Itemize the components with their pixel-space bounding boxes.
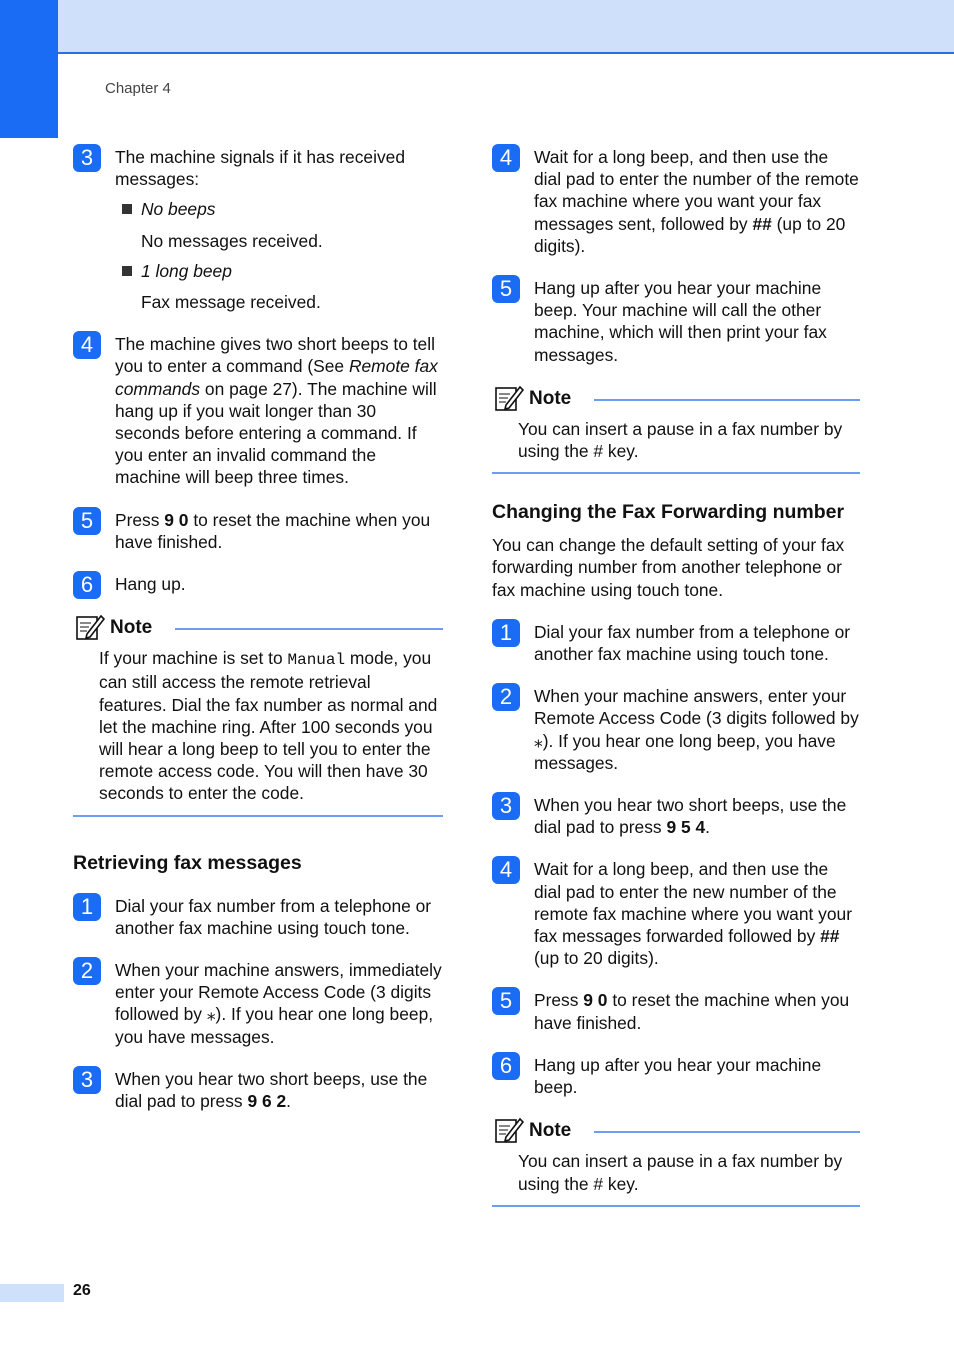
bullet-item	[73, 260, 443, 282]
chapter-label: Chapter 4	[105, 80, 171, 97]
step-text: Wait for a long beep, and then use the dial pad to enter the new number of the remote fax machine where you want your fax messages forwarded followed by	[534, 859, 853, 947]
step-number-badge: 3	[73, 1066, 101, 1094]
step-text: (up to 20 digits).	[534, 213, 846, 256]
step-3	[73, 146, 443, 313]
step-number-badge: 4	[492, 856, 520, 884]
step-text: When you hear two short beeps, use the dial pad to press	[534, 795, 847, 838]
step-text: When your machine answers, immediately enter your Remote Access Code (3 digits followed by ⁎). If you hear one long beep, you have messages.	[115, 960, 442, 1047]
note-pencil-icon	[494, 384, 524, 412]
step-number-badge: 6	[73, 571, 101, 599]
section-heading: Changing the Fax Forwarding number	[492, 501, 845, 524]
step-number-badge: 1	[73, 893, 101, 921]
key-sequence: 9 6 2	[247, 1091, 287, 1112]
key-sequence: 9 0	[583, 990, 608, 1011]
step-text: When you hear two short beeps, use the dial pad to press	[115, 1068, 428, 1112]
bullet-label: No beeps	[141, 199, 216, 220]
step-text: (up to 20 digits).	[534, 948, 659, 969]
note-title: Note	[110, 617, 153, 639]
note-box	[492, 386, 860, 474]
step-text: Press	[115, 509, 165, 530]
step-text: Hang up.	[115, 574, 186, 595]
step-text: Wait for a long beep, and then use the dial pad to enter the number of the remote fax machine where you want your fax messages sent, followed by	[534, 147, 859, 234]
note-divider	[594, 399, 860, 401]
retrieve-step-1	[73, 895, 443, 939]
step-text: When your machine answers, enter your Remote Access Code (3 digits followed by ⁎). If you hear one long beep, you have messages.	[534, 686, 859, 773]
forward-step-3	[492, 794, 860, 838]
step-number-badge: 5	[492, 987, 520, 1015]
footer-tab	[0, 1284, 64, 1302]
step-6	[73, 572, 443, 598]
bullet-description: Fax message received.	[141, 292, 321, 313]
note-pencil-icon	[494, 1116, 524, 1144]
step-4	[492, 146, 860, 257]
step-text: to reset the machine when you have finished.	[115, 509, 431, 552]
chapter-tab	[0, 0, 58, 138]
step-number-badge: 1	[492, 619, 520, 647]
note-divider	[175, 628, 443, 630]
step-text: .	[705, 817, 710, 838]
step-number-badge: 2	[492, 683, 520, 711]
key-sequence: ##	[752, 213, 772, 234]
key-sequence: 9 0	[164, 509, 189, 530]
step-text: Dial your fax number from a telephone or another fax machine using touch tone.	[115, 895, 432, 938]
forward-step-1	[492, 621, 860, 665]
note-text: If your machine is set to Manual mode, you can still access the remote retrieval features. Dial the fax number as normal and let the machine ring. After 100 seconds you will hear a long beep to tell you to enter the remote access code. You will then have 30 seconds to enter the code.	[99, 648, 438, 804]
step-text: Hang up after you hear your machine beep. Your machine will call the other machine, which will then print your fax messages.	[534, 278, 827, 365]
bullet-square-icon	[122, 266, 132, 276]
right-column	[492, 146, 860, 1241]
note-text: You can insert a pause in a fax number by using the # key.	[518, 418, 843, 462]
step-text: .	[286, 1091, 291, 1112]
step-4	[73, 333, 443, 488]
step-number-badge: 6	[492, 1052, 520, 1080]
step-number-badge: 5	[492, 275, 520, 303]
step-number-badge: 2	[73, 957, 101, 985]
step-text: Hang up after you hear your machine beep.	[534, 1054, 822, 1098]
note-title: Note	[529, 1120, 572, 1142]
step-number-badge: 5	[73, 507, 101, 535]
bullet-item	[73, 198, 443, 220]
left-column	[73, 146, 443, 1132]
key-sequence: ##	[820, 926, 840, 947]
note-box	[73, 615, 443, 816]
step-number-badge: 3	[73, 144, 101, 172]
forward-step-5	[492, 989, 860, 1033]
step-text: to reset the machine when you have finished.	[534, 990, 850, 1033]
step-text: on page 27). The machine will hang up if you wait longer than 30 seconds before entering a command. If you enter an invalid command the machine will beep three times.	[115, 378, 437, 488]
note-pencil-icon	[75, 613, 105, 641]
mode-name: Manual	[287, 651, 346, 670]
step-number-badge: 3	[492, 792, 520, 820]
step-text: Dial your fax number from a telephone or another fax machine using touch tone.	[534, 621, 851, 665]
forward-step-6	[492, 1054, 860, 1098]
header-bar	[0, 0, 954, 54]
page-number: 26	[73, 1282, 91, 1299]
forward-step-4	[492, 858, 860, 969]
section-heading: Retrieving fax messages	[73, 851, 302, 874]
note-title: Note	[529, 387, 572, 409]
note-text: You can insert a pause in a fax number by using the # key.	[518, 1151, 843, 1194]
step-text: Press	[534, 990, 584, 1011]
cross-reference-link[interactable]: Remote fax commands	[115, 356, 438, 399]
step-number-badge: 4	[492, 144, 520, 172]
section-intro: You can change the default setting of your fax forwarding number from another telephone or fax machine using touch tone.	[492, 535, 845, 600]
step-text: The machine gives two short beeps to tell you to enter a command (See	[115, 334, 435, 377]
forward-step-2	[492, 685, 860, 774]
retrieve-step-3	[73, 1068, 443, 1112]
step-text: The machine signals if it has received messages:	[115, 147, 405, 190]
bullet-label: 1 long beep	[141, 260, 232, 281]
retrieve-step-2	[73, 959, 443, 1048]
step-5	[492, 277, 860, 366]
note-divider	[594, 1131, 860, 1133]
bullet-square-icon	[122, 204, 132, 214]
step-5	[73, 509, 443, 553]
key-sequence: 9 5 4	[666, 817, 706, 838]
step-number-badge: 4	[73, 331, 101, 359]
bullet-description: No messages received.	[141, 230, 323, 251]
note-box	[492, 1118, 860, 1206]
